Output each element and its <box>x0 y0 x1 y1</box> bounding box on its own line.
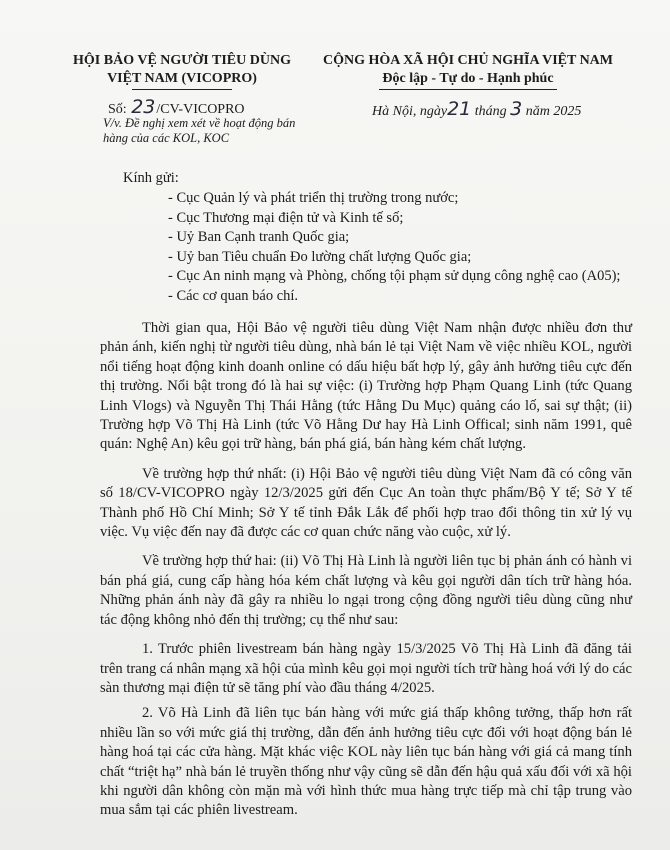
nation-title: CỘNG HÒA XÃ HỘI CHỦ NGHĨA VIỆT NAM <box>322 53 613 68</box>
body-paragraph-point-two: 2. Võ Hà Linh đã liên tục bán hàng với mức giá thấp không tưởng, thấp hơn rất nhiều lần so với mức giá thị trường, dẫn đến ảnh hưởng tiêu cực đối với hoạt động bán lẻ hàng hoá tại các cửa hàng. Mặt khác việc KOL này liên tục bán hàng với giá cả mang tính chất “triệt hạ” nhà bán lẻ truyền thống như vậy cũng sẽ dẫn đến hậu quả xấu đối với xã hội khi người dân không còn mặn mà với hình thức mua hàng trực tiếp mà chỉ tập trung vào mua sắm tại các phiên livestream. <box>100 705 632 819</box>
recipient-item: - Uỷ ban Tiêu chuẩn Đo lường chất lượng Quốc gia; <box>168 248 472 265</box>
nation-motto: Độc lập - Tự do - Hạnh phúc <box>382 71 554 86</box>
organization-header <box>62 52 302 90</box>
handwritten-month: 3 <box>510 98 523 120</box>
org-underline <box>132 89 232 90</box>
recipients-label: Kính gửi: <box>123 170 179 186</box>
body-paragraph-case-one: Về trường hợp thứ nhất: (i) Hội Bảo vệ người tiêu dùng Việt Nam đã có công văn số 18/CV-VICOPRO ngày 12/3/2025 gửi đến Cục An toàn thực phẩm/Bộ Y tế; Sở Y tế Thành phố Hồ Chí Minh; Sở Y tế tỉnh Đắk Lắk để phối hợp trao đổi thông tin xử lý vụ việc. Vụ việc đến nay đã được các cơ quan chức năng vào cuộc, xử lý. <box>100 465 632 541</box>
recipient-item: - Các cơ quan báo chí. <box>168 287 299 304</box>
document-body <box>100 319 632 831</box>
national-header <box>318 52 618 90</box>
org-name-line2: VIỆT NAM (VICOPRO) <box>107 71 257 86</box>
body-paragraph-intro: Thời gian qua, Hội Bảo vệ người tiêu dùng Việt Nam nhận được nhiều đơn thư phản ánh, kiến nghị từ người tiêu dùng, nhà bán lẻ tại Việt Nam về việc nhiều KOL, người nổi tiếng hoạt động kinh doanh online có dấu hiệu bất hợp lý, gây ảnh hưởng tiêu cực đến thị trường. Nổi bật trong đó là hai sự việc: (i) Trường hợp Phạm Quang Linh (tức Quang Linh Vlogs) và Nguyễn Thị Thái Hằng (tức Hằng Du Mục) quảng cáo lố, sai sự thật; (ii) Trường hợp Võ Thị Hà Linh (tức Võ Hằng Dư hay Hà Linh Offical; sinh năm 1991, quê quán: Nghệ An) kêu gọi trữ hàng, bán phá giá, bán hàng kém chất lượng. <box>100 320 632 453</box>
org-name-line1: HỘI BẢO VỆ NGƯỜI TIÊU DÙNG <box>73 53 291 68</box>
recipient-item: - Cục An ninh mạng và Phòng, chống tội phạm sử dụng công nghệ cao (A05); <box>168 268 621 284</box>
month-label: tháng <box>474 104 507 119</box>
number-suffix: /CV-VICOPRO <box>156 102 245 117</box>
motto-underline <box>379 89 557 90</box>
recipients-list <box>168 189 620 306</box>
document-number <box>108 96 245 118</box>
body-paragraph-point-one: 1. Trước phiên livestream bán hàng ngày 15/3/2025 Võ Thị Hà Linh đã đăng tải trên trang cá nhân mạng xã hội của mình kêu gọi mọi người tích trữ hàng hoá với lý do các sàn thương mại điện tử sẽ tăng phí vào đầu tháng 4/2025. <box>100 641 632 696</box>
number-prefix: Số: <box>108 102 127 117</box>
recipient-item: - Uỷ Ban Cạnh tranh Quốc gia; <box>168 229 350 245</box>
recipient-item: - Cục Thương mại điện tử và Kinh tế số; <box>168 209 404 226</box>
date-prefix: Hà Nội, ngày <box>372 104 448 119</box>
date-line <box>372 98 581 120</box>
handwritten-day: 21 <box>447 98 472 120</box>
document-subject: V/v. Đề nghị xem xét về hoạt động bán hàng của các KOL, KOC <box>103 116 296 145</box>
handwritten-number: 23 <box>131 96 156 118</box>
date-year: năm 2025 <box>525 104 582 119</box>
body-paragraph-case-two: Về trường hợp thứ hai: (ii) Võ Thị Hà Linh là người liên tục bị phản ánh có hành vi bán phá giá, cung cấp hàng hóa kém chất lượng và kêu gọi người dân tích trữ hàng hóa. Những phản ánh này đã gây ra nhiều lo ngại trong cộng đồng người tiêu dùng cũng như tác động không nhỏ đến thị trường; cụ thể như sau: <box>100 553 632 628</box>
recipient-item: - Cục Quản lý và phát triển thị trường trong nước; <box>168 190 459 206</box>
